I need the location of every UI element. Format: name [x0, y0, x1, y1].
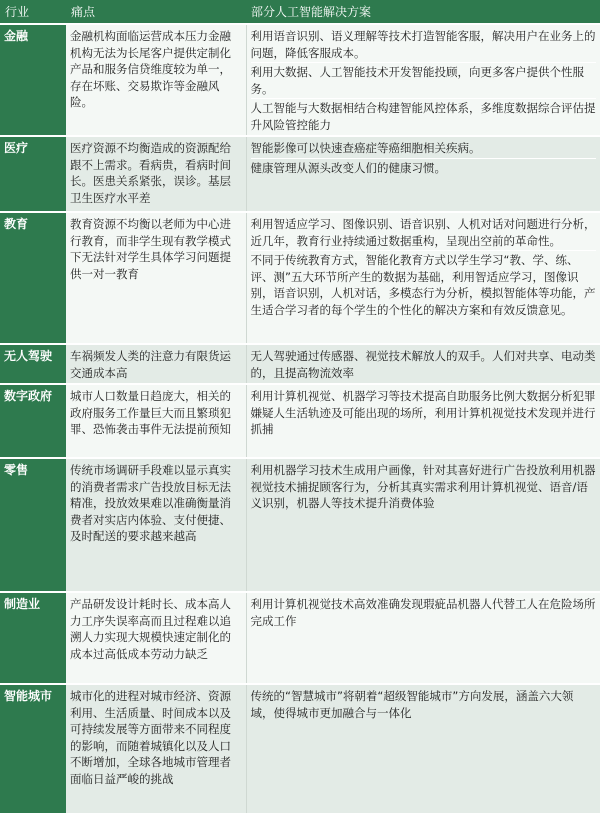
- solution-item: 健康管理从源头改变人们的健康习惯。: [251, 158, 597, 177]
- solution-item: 智能影像可以快速查癌症等癌细胞相关疾病。: [250, 141, 481, 155]
- solution-item: 利用计算机视觉技术高效准确发现瑕疵品机器人代替工人在危险场所完成工作: [250, 597, 596, 628]
- table-row-finance: [0, 24, 600, 136]
- industry-cell: 金融: [0, 24, 66, 136]
- solution-item: 人工智能与大数据相结合构建智能风控体系，多维度数据综合评估提升风险管控能力: [251, 98, 597, 133]
- pain-cell: 产品研发设计耗时长、成本高人力工序失误率高而且过程难以追溯人力实现大规模快速定制化的成本过高低成本劳动力缺乏: [66, 592, 246, 684]
- industry-cell: 智能城市: [0, 684, 66, 814]
- pain-cell: 金融机构面临运营成本压力金融机构无法为长尾客户提供定制化产品和服务信贷维度较为单一，存在坏账、交易欺诈等金融风险。: [66, 24, 246, 136]
- pain-cell: 车祸频发人类的注意力有限货运交通成本高: [66, 344, 246, 384]
- industry-cell: 无人驾驶: [0, 344, 66, 384]
- solution-cell: [246, 458, 600, 592]
- industry-cell: 医疗: [0, 136, 66, 212]
- table-row-manufacturing: [0, 592, 600, 684]
- table-row-medical: [0, 136, 600, 212]
- header-industry: 行业: [0, 0, 66, 24]
- pain-cell: 教育资源不均衡以老师为中心进行教育，而非学生现有教学模式下无法针对学生具体学习问题提供一对一教育: [66, 212, 246, 344]
- solution-item: 不同于传统教育方式，智能化教育方式以学生学习“教、学、练、评、测”五大环节所产生的数据为基础，利用智适应学习，图像识别，语音识别，人机对话，多模态行为分析，模拟智能体等功能，产生适合学习者的每个学生的个性化的解决方案和有效反馈意见。: [251, 250, 597, 318]
- solution-item: 传统的“智慧城市”将朝着“超级智能城市”方向发展，涵盖六大领域，使得城市更加融合与一体化: [250, 689, 574, 720]
- solution-item: 无人驾驶通过传感器、视觉技术解放人的双手。人们对共享、电动类的，且提高物流效率: [250, 349, 596, 380]
- industry-cell: 零售: [0, 458, 66, 592]
- table-row-smart-city: [0, 684, 600, 814]
- solution-item: 利用智适应学习、图像识别、语音识别、人机对话对问题进行分析，近几年，教育行业持续通过数据重构，呈现出空前的革命性。: [250, 217, 596, 248]
- table-row-autonomous-driving: [0, 344, 600, 384]
- solution-cell: [246, 684, 600, 814]
- table-row-digital-government: [0, 384, 600, 458]
- header-row: [0, 0, 600, 24]
- solution-cell: [246, 24, 600, 136]
- pain-cell: 城市人口数量日趋庞大，相关的政府服务工作量巨大而且繁琐犯罪、恐怖袭击事件无法提前预知: [66, 384, 246, 458]
- industry-cell: 制造业: [0, 592, 66, 684]
- solution-item: 利用计算机视觉、机器学习等技术提高自助服务比例大数据分析犯罪嫌疑人生活轨迹及可能出现的场所，利用计算机视觉技术发现并进行抓捕: [250, 389, 596, 436]
- pain-cell: 城市化的进程对城市经济、资源利用、生活质量、时间成本以及可持续发展等方面带来不同程度的影响，而随着城镇化以及人口不断增加，全球各地城市管理者面临日益严峻的挑战: [66, 684, 246, 814]
- solution-cell: [246, 384, 600, 458]
- header-solution: 部分人工智能解决方案: [246, 0, 600, 24]
- pain-cell: 医疗资源不均衡造成的资源配给跟不上需求。看病贵，看病时间长。医患关系紧张，误诊。基层卫生医疗水平差: [66, 136, 246, 212]
- table-row-education: [0, 212, 600, 344]
- solution-cell: [246, 344, 600, 384]
- solution-item: 利用大数据、人工智能技术开发智能投顾，向更多客户提供个性服务。: [251, 62, 597, 97]
- solution-cell: [246, 592, 600, 684]
- solution-item: 利用语音识别、语义理解等技术打造智能客服，解决用户在业务上的问题，降低客服成本。: [250, 29, 596, 60]
- table-row-retail: [0, 458, 600, 592]
- industry-cell: 教育: [0, 212, 66, 344]
- solution-cell: [246, 212, 600, 344]
- industry-cell: 数字政府: [0, 384, 66, 458]
- pain-cell: 传统市场调研手段难以显示真实的消费者需求广告投放目标无法精准，投放效果难以准确衡量消费者对实店内体验、支付便捷、及时配送的要求越来越高: [66, 458, 246, 592]
- header-pain: 痛点: [66, 0, 246, 24]
- solution-cell: [246, 136, 600, 212]
- solution-item: 利用机器学习技术生成用户画像，针对其喜好进行广告投放利用机器视觉技术捕捉顾客行为，分析其真实需求利用计算机视觉、语音/语义识别，机器人等技术提升消费体验: [250, 463, 596, 510]
